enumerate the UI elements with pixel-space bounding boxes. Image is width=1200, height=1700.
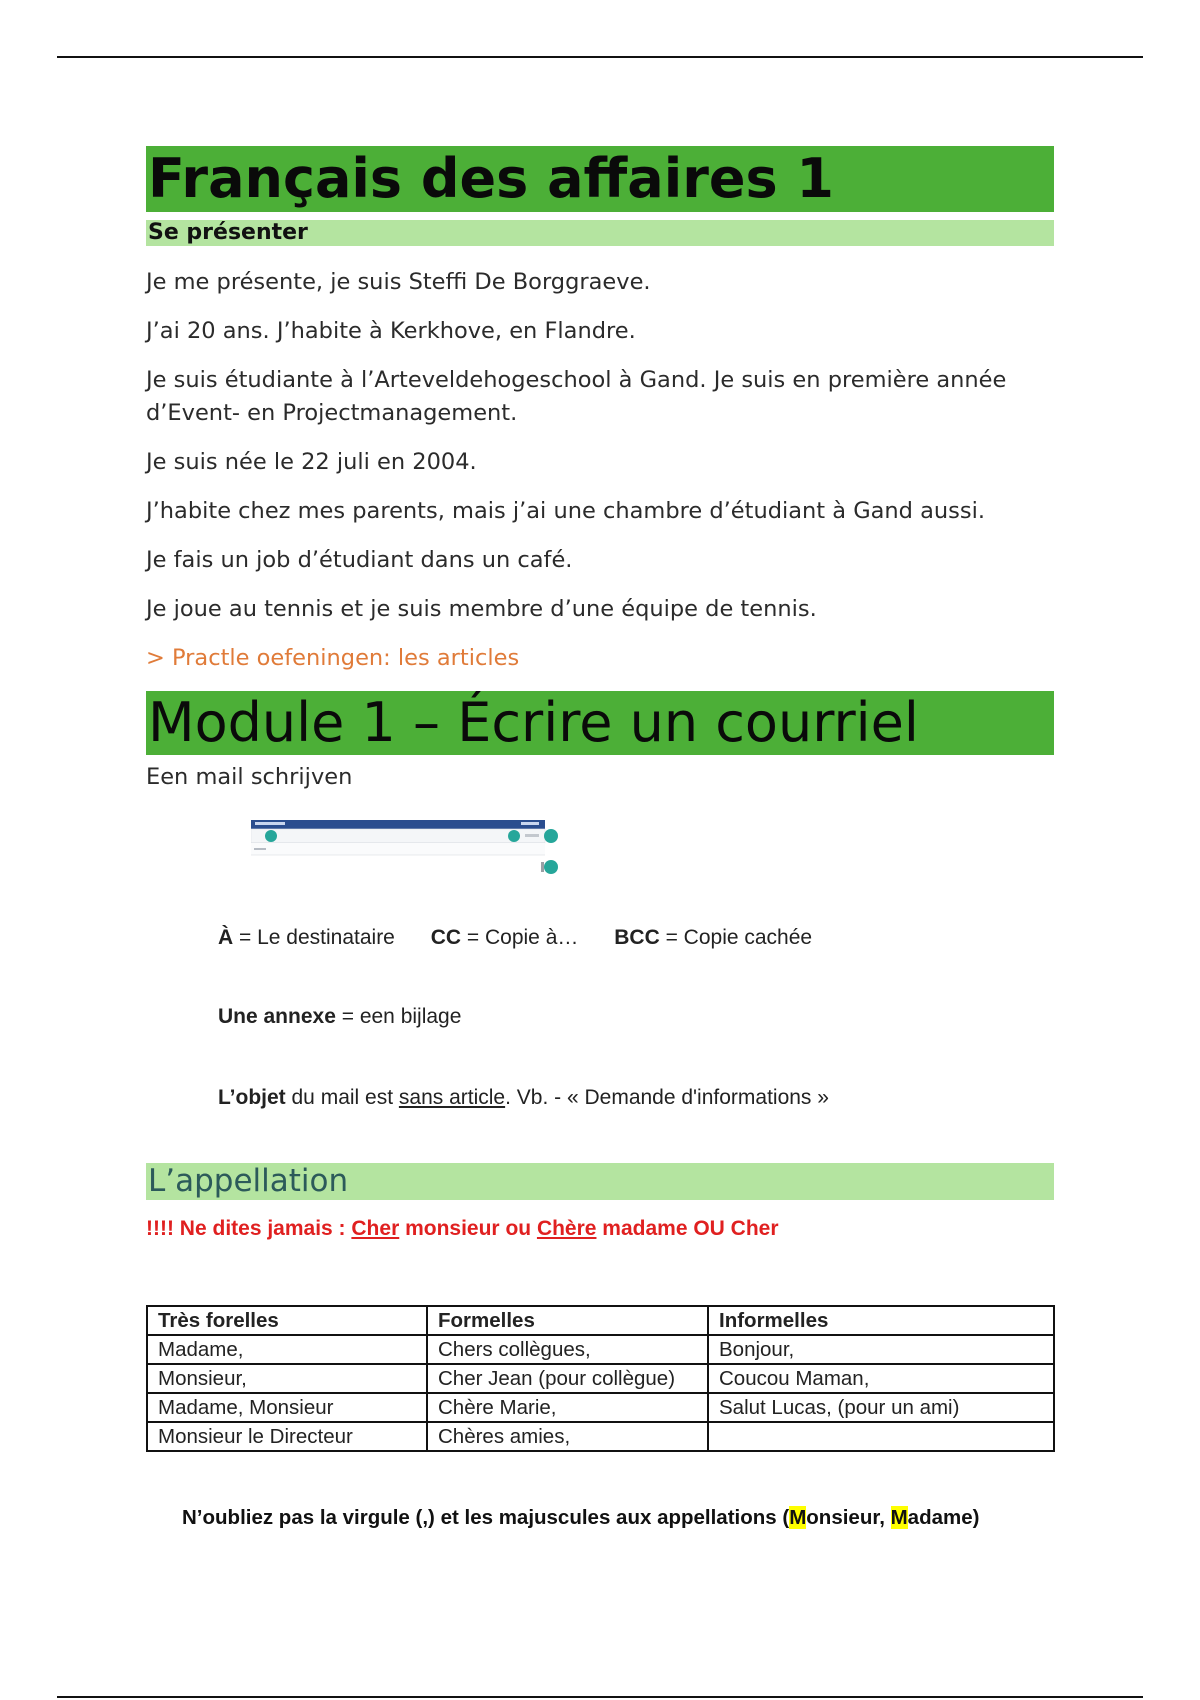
section-heading-appellation: L’appellation (146, 1163, 1054, 1200)
practice-link[interactable]: > Practle oefeningen: les articles (146, 645, 520, 671)
objet-rule: L’objet du mail est sans article. Vb. - « Demande d'informations » (218, 1086, 829, 1109)
table-cell: Chers collègues, (427, 1335, 708, 1364)
section-heading-intro: Se présenter (146, 220, 1054, 246)
intro-line: J’ai 20 ans. J’habite à Kerkhove, en Flandre. (146, 318, 636, 344)
capitalization-note: N’oubliez pas la virgule (,) et les majuscules aux appellations (Monsieur, Madame) (182, 1506, 980, 1529)
mail-compose-screenshot (251, 818, 561, 876)
table-cell: Monsieur le Directeur (147, 1422, 427, 1451)
table-cell: Madame, (147, 1335, 427, 1364)
table-header-row (147, 1306, 1054, 1335)
mail-field-cc: CC = Copie à… (430, 926, 579, 949)
annexe-definition: Une annexe = een bijlage (218, 1005, 462, 1028)
module-subtitle: Een mail schrijven (146, 764, 353, 790)
mail-field-bcc: BCC = Copie cachée (614, 926, 813, 949)
mail-fields-row (218, 926, 842, 950)
table-cell: Coucou Maman, (708, 1364, 1054, 1393)
table-cell: Monsieur, (147, 1364, 427, 1393)
table-row (147, 1335, 1054, 1364)
appellations-table (146, 1305, 1055, 1452)
table-cell: Chère Marie, (427, 1393, 708, 1422)
module-title: Module 1 – Écrire un courriel (146, 691, 1054, 755)
bottom-rule (57, 1696, 1143, 1698)
table-row (147, 1364, 1054, 1393)
page-title: Français des affaires 1 (146, 146, 1054, 212)
intro-line: Je joue au tennis et je suis membre d’une équipe de tennis. (146, 596, 817, 622)
table-header: Informelles (708, 1306, 1054, 1335)
intro-line: J’habite chez mes parents, mais j’ai une chambre d’étudiant à Gand aussi. (146, 498, 986, 524)
mail-field-to: À = Le destinataire (218, 926, 395, 949)
intro-line: Je suis née le 22 juli en 2004. (146, 449, 477, 475)
table-cell: Bonjour, (708, 1335, 1054, 1364)
top-rule (57, 56, 1143, 58)
table-cell: Chères amies, (427, 1422, 708, 1451)
table-cell (708, 1422, 1054, 1451)
intro-line: Je me présente, je suis Steffi De Borggraeve. (146, 269, 651, 295)
table-row (147, 1422, 1054, 1451)
table-cell: Cher Jean (pour collègue) (427, 1364, 708, 1393)
warning-note: !!!! Ne dites jamais : Cher monsieur ou Chère madame OU Cher (146, 1217, 779, 1240)
table-row (147, 1393, 1054, 1422)
table-cell: Salut Lucas, (pour un ami) (708, 1393, 1054, 1422)
table-header: Très forelles (147, 1306, 427, 1335)
intro-line: Je suis étudiante à l’Arteveldehogeschool à Gand. Je suis en première année d’Event- en Projectmanagement. (146, 367, 1007, 426)
document-body (146, 146, 1054, 794)
intro-line: Je fais un job d’étudiant dans un café. (146, 547, 573, 573)
table-header: Formelles (427, 1306, 708, 1335)
table-cell: Madame, Monsieur (147, 1393, 427, 1422)
